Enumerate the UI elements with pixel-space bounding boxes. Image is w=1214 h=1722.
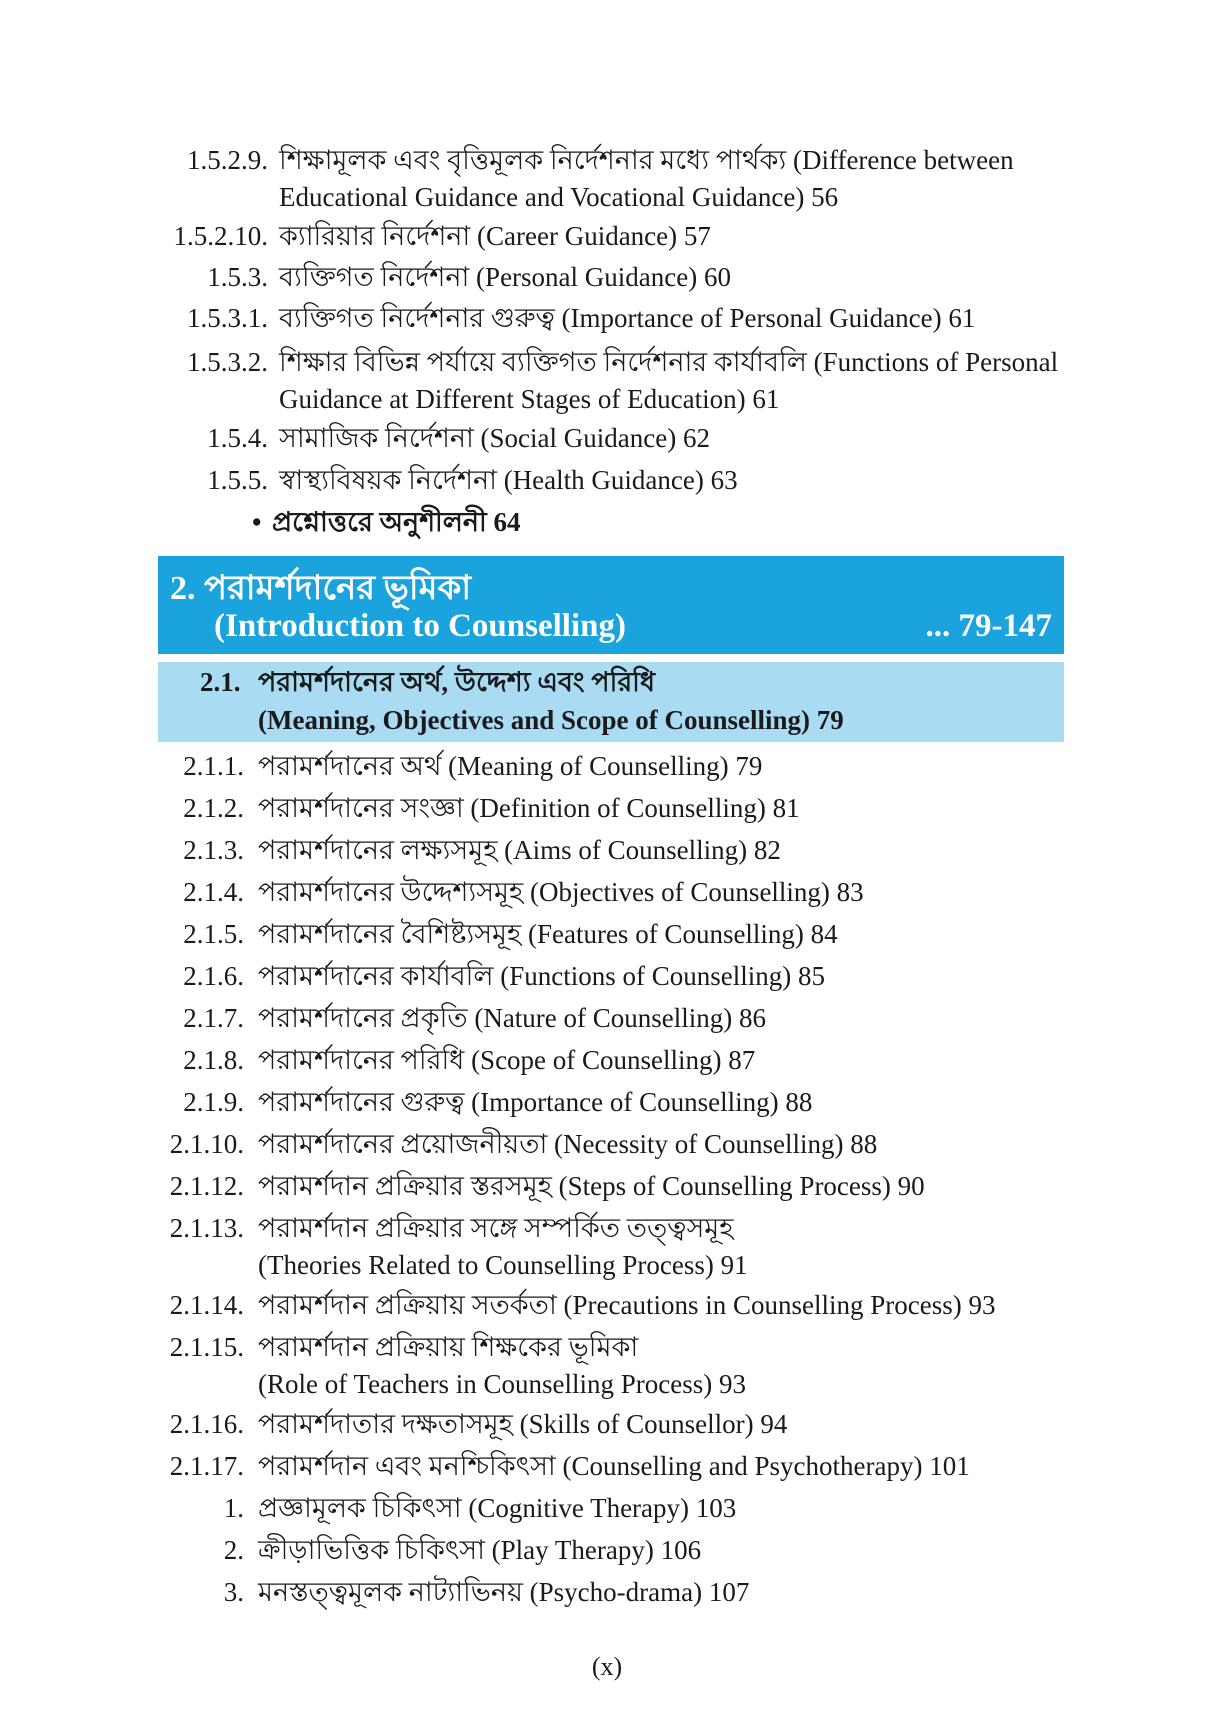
toc-entry-number: 3.	[223, 1577, 244, 1607]
toc-entry	[0, 460, 1214, 500]
toc-entry-text: শিক্ষামূলক এবং বৃত্তিমূলক নির্দেশনার মধ্যে পার্থক্য (Difference between	[279, 145, 1014, 175]
toc-entry-continuation: Educational Guidance and Vocational Guidance) 56	[279, 182, 839, 212]
toc-entry-text: শিক্ষার বিভিন্ন পর্যায়ে ব্যক্তিগত নির্দেশনার কার্যাবলি (Functions of Personal	[279, 347, 1059, 377]
toc-entry-number: 1.5.3.2.	[187, 347, 268, 377]
toc-entry	[0, 418, 1214, 458]
toc-entry-number: 1.5.4.	[207, 423, 268, 453]
toc-entry	[0, 1040, 1214, 1080]
toc-entry	[0, 914, 1214, 954]
toc-entry	[0, 872, 1214, 912]
toc-entry	[0, 830, 1214, 870]
toc-entry-number: 2.1.2.	[183, 793, 244, 823]
toc-entry-number: 2.1.17.	[169, 1451, 244, 1481]
toc-entry-number: 1.	[223, 1493, 244, 1523]
toc-entry-number: 2.1.9.	[183, 1087, 244, 1117]
toc-entry-number: 2.1.10.	[169, 1129, 244, 1159]
toc-entry-text: পরামর্শদানের গুরুত্ব (Importance of Counselling) 88	[258, 1087, 813, 1117]
toc-entry-text: ব্যক্তিগত নির্দেশনা (Personal Guidance) 60	[279, 262, 731, 292]
chapter-banner	[158, 556, 1064, 654]
toc-entry	[0, 140, 1214, 180]
toc-entry-text: পরামর্শদানের লক্ষ্যসমূহ (Aims of Counselling) 82	[258, 835, 781, 865]
toc-entry	[0, 1208, 1214, 1248]
toc-entry-number: 2.1.4.	[183, 877, 244, 907]
chapter-subtitle: (Introduction to Counselling)	[214, 608, 626, 644]
toc-entry	[0, 216, 1214, 256]
toc-entry	[0, 1404, 1214, 1444]
toc-entry	[0, 1124, 1214, 1164]
toc-entry-number: 2.1.16.	[169, 1409, 244, 1439]
toc-entry-number: 2.1.1.	[183, 751, 244, 781]
toc-entry-text: সামাজিক নির্দেশনা (Social Guidance) 62	[279, 423, 710, 453]
toc-entry-text: পরামর্শদান প্রক্রিয়ার সঙ্গে সম্পর্কিত তত্ত্বসমূহ	[258, 1213, 734, 1243]
toc-entry-number: 1.5.5.	[207, 465, 268, 495]
toc-entry-text: পরামর্শদানের বৈশিষ্ট্যসমূহ (Features of Counselling) 84	[258, 919, 838, 949]
toc-entry	[0, 257, 1214, 297]
toc-entry	[0, 1327, 1214, 1367]
toc-entry-text: পরামর্শদানের পরিধি (Scope of Counselling) 87	[258, 1045, 756, 1075]
section-subtitle: (Meaning, Objectives and Scope of Counselling) 79	[258, 705, 844, 735]
toc-entry-text: প্রজ্ঞামূলক চিকিৎসা (Cognitive Therapy) 103	[258, 1493, 737, 1523]
toc-entry	[0, 788, 1214, 828]
toc-entry-number: 2.1.7.	[183, 1003, 244, 1033]
toc-entry-text: প্রশ্নোত্তরে অনুশীলনী 64	[272, 507, 521, 537]
section-banner	[158, 662, 1064, 742]
toc-entry-text: স্বাস্থ্যবিষয়ক নির্দেশনা (Health Guidance) 63	[279, 465, 738, 495]
toc-entry-text: পরামর্শদানের উদ্দেশ্যসমূহ (Objectives of Counselling) 83	[258, 877, 864, 907]
toc-entry	[0, 1166, 1214, 1206]
toc-entry-number: 2.1.8.	[183, 1045, 244, 1075]
bullet-icon: •	[252, 507, 262, 537]
toc-subentry	[0, 1488, 1214, 1528]
toc-entry	[0, 342, 1214, 382]
section-number: 2.1.	[200, 667, 241, 697]
chapter-title: 2. পরামর্শদানের ভূমিকা	[170, 570, 472, 607]
toc-entry	[0, 1285, 1214, 1325]
toc-entry-number: 1.5.2.9.	[187, 145, 268, 175]
toc-entry-text: পরামর্শদানের কার্যাবলি (Functions of Counselling) 85	[258, 961, 826, 991]
toc-entry-text: পরামর্শদানের প্রয়োজনীয়তা (Necessity of Counselling) 88	[258, 1129, 878, 1159]
toc-entry	[0, 956, 1214, 996]
toc-subentry	[0, 1530, 1214, 1570]
toc-entry-text: পরামর্শদান এবং মনশ্চিকিৎসা (Counselling and Psychotherapy) 101	[258, 1451, 970, 1481]
toc-entry-text: ক্রীড়াভিত্তিক চিকিৎসা (Play Therapy) 106	[258, 1535, 702, 1565]
toc-entry-text: পরামর্শদাতার দক্ষতাসমূহ (Skills of Counsellor) 94	[258, 1409, 788, 1439]
toc-entry-text: পরামর্শদানের সংজ্ঞা (Definition of Counselling) 81	[258, 793, 800, 823]
toc-entry	[0, 746, 1214, 786]
toc-entry-text: পরামর্শদান প্রক্রিয়ায় সতর্কতা (Precautions in Counselling Process) 93	[258, 1290, 996, 1320]
toc-subentry	[0, 1572, 1214, 1612]
toc-entry-text: পরামর্শদান প্রক্রিয়ার স্তরসমূহ (Steps of Counselling Process) 90	[258, 1171, 925, 1201]
chapter-page-range: ... 79-147	[925, 608, 1052, 644]
toc-entry	[0, 1446, 1214, 1486]
toc-entry-continuation: Guidance at Different Stages of Education) 61	[279, 384, 780, 414]
toc-entry-number: 2.1.14.	[169, 1290, 244, 1320]
toc-entry-number: 1.5.2.10.	[173, 221, 268, 251]
toc-entry-text: ক্যারিয়ার নির্দেশনা (Career Guidance) 57	[279, 221, 711, 251]
toc-bullet-entry	[0, 502, 1214, 542]
toc-entry-number: 2.1.5.	[183, 919, 244, 949]
toc-entry-text: মনস্তত্ত্বমূলক নাট্যাভিনয় (Psycho-drama) 107	[258, 1577, 750, 1607]
toc-entry-number: 2.1.15.	[169, 1332, 244, 1362]
toc-entry-text: ব্যক্তিগত নির্দেশনার গুরুত্ব (Importance of Personal Guidance) 61	[279, 303, 976, 333]
page-number: (x)	[591, 1652, 623, 1681]
toc-entry	[0, 298, 1214, 338]
toc-entry-text: পরামর্শদানের প্রকৃতি (Nature of Counselling) 86	[258, 1003, 767, 1033]
toc-entry-number: 2.1.6.	[183, 961, 244, 991]
toc-entry-number: 2.1.13.	[169, 1213, 244, 1243]
section-title: পরামর্শদানের অর্থ, উদ্দেশ্য এবং পরিধি	[258, 667, 656, 697]
toc-entry-continuation: (Role of Teachers in Counselling Process) 93	[258, 1369, 747, 1399]
toc-entry-number: 2.	[223, 1535, 244, 1565]
toc-entry	[0, 998, 1214, 1038]
toc-entry-text: পরামর্শদানের অর্থ (Meaning of Counselling) 79	[258, 751, 763, 781]
toc-entry	[0, 1082, 1214, 1122]
toc-entry-text: পরামর্শদান প্রক্রিয়ায় শিক্ষকের ভূমিকা	[258, 1332, 639, 1362]
toc-entry-continuation: (Theories Related to Counselling Process) 91	[258, 1250, 748, 1280]
toc-entry-number: 1.5.3.	[207, 262, 268, 292]
toc-entry-number: 2.1.3.	[183, 835, 244, 865]
toc-entry-number: 2.1.12.	[169, 1171, 244, 1201]
toc-entry-number: 1.5.3.1.	[187, 303, 268, 333]
